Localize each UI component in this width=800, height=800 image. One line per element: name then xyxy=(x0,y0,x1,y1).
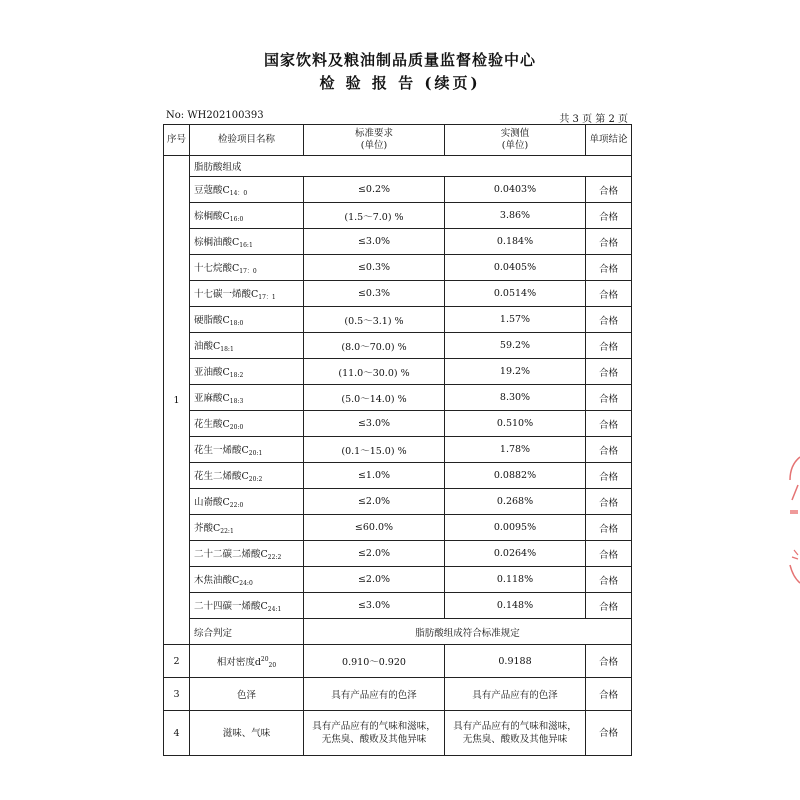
measured-cell: 1.78% xyxy=(445,437,586,463)
item-name-cell xyxy=(190,463,304,489)
item-subscript: 17：1 xyxy=(258,294,276,301)
conclusion-cell: 合格 xyxy=(586,333,632,359)
standard-line: 无焦臭、酸败及其他异味 xyxy=(321,734,427,745)
conclusion-cell: 合格 xyxy=(586,177,632,203)
table-row xyxy=(164,437,632,463)
conclusion-cell: 合格 xyxy=(586,229,632,255)
standard-cell xyxy=(304,711,445,756)
col-header-measured: 实测值 (单位) xyxy=(445,125,586,156)
measured-cell: 0.0882% xyxy=(445,463,586,489)
item-name: 芥酸 xyxy=(194,523,214,534)
col-header-conclusion: 单项结论 xyxy=(586,125,632,156)
standard-cell: ≤2.0% xyxy=(304,541,445,567)
item-subscript: 16:0 xyxy=(229,216,244,223)
table-row xyxy=(164,229,632,255)
item-name-cell xyxy=(190,177,304,203)
item-name-cell xyxy=(190,515,304,541)
seq-cell: 4 xyxy=(164,711,190,756)
conclusion-cell: 合格 xyxy=(586,515,632,541)
carbon-symbol: C xyxy=(222,315,230,326)
standard-cell: ≤0.2% xyxy=(304,177,445,203)
table-row xyxy=(164,156,632,177)
standard-cell: 0.910～0.920 xyxy=(304,645,445,678)
item-subscript: 24:0 xyxy=(239,580,253,587)
carbon-symbol: C xyxy=(251,289,259,300)
table-row xyxy=(164,619,632,645)
item-subscript: 20:1 xyxy=(248,450,263,457)
table-row xyxy=(164,333,632,359)
standard-cell: ≤3.0% xyxy=(304,229,445,255)
inspection-table xyxy=(163,124,632,756)
standard-cell: 具有产品应有的色泽 xyxy=(304,678,445,711)
item-name: 花生酸 xyxy=(194,419,223,430)
table-row xyxy=(164,593,632,619)
group-heading: 脂肪酸组成 xyxy=(190,156,632,177)
item-name: 十七碳一烯酸 xyxy=(194,289,252,300)
item-subscript: 20:0 xyxy=(229,424,244,431)
standard-cell: ≤3.0% xyxy=(304,411,445,437)
item-subscript: 20:2 xyxy=(248,476,263,483)
carbon-symbol: C xyxy=(222,185,230,196)
measured-line: 具有产品应有的气味和滋味， xyxy=(453,721,577,732)
carbon-symbol: C xyxy=(222,419,230,430)
carbon-symbol: C xyxy=(241,445,249,456)
report-title: 国家饮料及粮油制品质量监督检验中心 xyxy=(263,51,536,69)
conclusion-cell: 合格 xyxy=(586,463,632,489)
item-name: 棕榈油酸 xyxy=(194,237,233,248)
item-name-cell xyxy=(190,541,304,567)
item-name-cell xyxy=(190,333,304,359)
item-name-cell xyxy=(190,385,304,411)
table-row xyxy=(164,515,632,541)
standard-cell: ≤3.0% xyxy=(304,593,445,619)
item-name-cell xyxy=(190,255,304,281)
seq-cell: 1 xyxy=(164,156,190,645)
report-subtitle: 检 验 报 告 (续页) xyxy=(319,74,481,92)
carbon-symbol: C xyxy=(232,575,240,586)
carbon-symbol: C xyxy=(260,601,268,612)
measured-cell: 0.268% xyxy=(445,489,586,515)
item-name: 山嵛酸 xyxy=(194,497,223,508)
measured-line: 无焦臭、酸败及其他异味 xyxy=(462,734,568,745)
table-row xyxy=(164,489,632,515)
measured-cell: 具有产品应有的色泽 xyxy=(445,678,586,711)
conclusion-cell: 合格 xyxy=(586,203,632,229)
measured-cell: 0.0403% xyxy=(445,177,586,203)
carbon-symbol: C xyxy=(232,237,240,248)
carbon-symbol: C xyxy=(222,393,230,404)
conclusion-cell: 合格 xyxy=(586,645,632,678)
item-subscript: 22:2 xyxy=(267,554,282,561)
item-name: 相对密度d xyxy=(216,656,261,668)
table-row xyxy=(164,203,632,229)
item-subscript: 18:0 xyxy=(229,320,244,327)
table-row xyxy=(164,177,632,203)
standard-cell: (5.0～14.0) % xyxy=(304,385,445,411)
conclusion-cell: 合格 xyxy=(586,255,632,281)
item-subscript: 18:2 xyxy=(229,372,244,379)
table-body xyxy=(164,156,632,756)
item-name: 豆蔻酸 xyxy=(194,185,223,196)
standard-cell: (11.0～30.0) % xyxy=(304,359,445,385)
measured-cell: 0.0264% xyxy=(445,541,586,567)
summary-text: 脂肪酸组成符合标准规定 xyxy=(304,619,632,645)
standard-cell: (1.5～7.0) % xyxy=(304,203,445,229)
item-superscript: 20 xyxy=(260,655,269,663)
table-row xyxy=(164,255,632,281)
measured-cell: 19.2% xyxy=(445,359,586,385)
table-row xyxy=(164,645,632,678)
table-row xyxy=(164,567,632,593)
measured-cell: 0.0405% xyxy=(445,255,586,281)
item-name: 棕榈酸 xyxy=(194,211,223,222)
item-subscript: 16:1 xyxy=(239,242,253,249)
item-name-cell: 滋味、气味 xyxy=(190,711,304,756)
seq-cell: 2 xyxy=(164,645,190,678)
item-name-cell xyxy=(190,359,304,385)
measured-cell: 1.57% xyxy=(445,307,586,333)
item-name-cell xyxy=(190,567,304,593)
red-stamp-fragment xyxy=(784,455,800,585)
standard-cell: ≤2.0% xyxy=(304,489,445,515)
item-name-cell xyxy=(190,593,304,619)
carbon-symbol: C xyxy=(222,497,230,508)
table-row xyxy=(164,463,632,489)
carbon-symbol: C xyxy=(222,367,230,378)
item-subscript: 22:1 xyxy=(220,528,234,535)
item-subscript: 20 xyxy=(268,661,277,669)
standard-cell: (8.0～70.0) % xyxy=(304,333,445,359)
item-name-cell: 色泽 xyxy=(190,678,304,711)
carbon-symbol: C xyxy=(232,263,240,274)
measured-cell: 0.0514% xyxy=(445,281,586,307)
item-name: 二十四碳一烯酸 xyxy=(194,601,261,612)
item-name-cell xyxy=(190,437,304,463)
standard-cell: ≤2.0% xyxy=(304,567,445,593)
carbon-symbol: C xyxy=(260,549,268,560)
item-name: 花生一烯酸 xyxy=(194,445,242,456)
item-subscript: 17：0 xyxy=(239,268,257,275)
measured-cell: 0.148% xyxy=(445,593,586,619)
conclusion-cell: 合格 xyxy=(586,678,632,711)
page-info: 共 3 页 第 2 页 xyxy=(559,114,628,125)
measured-cell: 8.30% xyxy=(445,385,586,411)
col-header-seq: 序号 xyxy=(164,125,190,156)
item-subscript: 18:3 xyxy=(229,398,244,405)
item-name-cell xyxy=(190,645,304,678)
item-subscript: 22:0 xyxy=(229,502,244,509)
measured-cell: 0.118% xyxy=(445,567,586,593)
item-name: 十七烷酸 xyxy=(194,263,233,274)
table-row xyxy=(164,385,632,411)
conclusion-cell: 合格 xyxy=(586,593,632,619)
standard-cell: ≤0.3% xyxy=(304,281,445,307)
item-subscript: 24:1 xyxy=(267,606,282,613)
conclusion-cell: 合格 xyxy=(586,711,632,756)
item-subscript: 18:1 xyxy=(220,346,234,353)
table-row xyxy=(164,678,632,711)
table-row xyxy=(164,307,632,333)
measured-cell xyxy=(445,711,586,756)
seq-cell: 3 xyxy=(164,678,190,711)
item-name-cell xyxy=(190,229,304,255)
conclusion-cell: 合格 xyxy=(586,489,632,515)
standard-cell: (0.1～15.0) % xyxy=(304,437,445,463)
table-row xyxy=(164,541,632,567)
measured-cell: 0.0095% xyxy=(445,515,586,541)
col-header-standard: 标准要求 (单位) xyxy=(304,125,445,156)
measured-cell: 0.510% xyxy=(445,411,586,437)
table-row xyxy=(164,281,632,307)
standard-line: 具有产品应有的气味和滋味， xyxy=(312,721,436,732)
item-name-cell xyxy=(190,281,304,307)
item-name-cell xyxy=(190,307,304,333)
standard-cell: ≤0.3% xyxy=(304,255,445,281)
item-name: 硬脂酸 xyxy=(194,315,223,326)
carbon-symbol: C xyxy=(213,341,221,352)
table-row xyxy=(164,711,632,756)
conclusion-cell: 合格 xyxy=(586,567,632,593)
item-subscript: 14：0 xyxy=(229,190,248,197)
carbon-symbol: C xyxy=(241,471,249,482)
measured-cell: 59.2% xyxy=(445,333,586,359)
conclusion-cell: 合格 xyxy=(586,541,632,567)
conclusion-cell: 合格 xyxy=(586,281,632,307)
conclusion-cell: 合格 xyxy=(586,411,632,437)
conclusion-cell: 合格 xyxy=(586,359,632,385)
item-name: 木焦油酸 xyxy=(194,575,233,586)
item-name: 亚麻酸 xyxy=(194,393,223,404)
item-name: 二十二碳二烯酸 xyxy=(194,549,261,560)
table-row xyxy=(164,359,632,385)
standard-cell: (0.5～3.1) % xyxy=(304,307,445,333)
measured-cell: 0.184% xyxy=(445,229,586,255)
item-name: 油酸 xyxy=(194,341,214,352)
col-header-item: 检验项目名称 xyxy=(190,125,304,156)
conclusion-cell: 合格 xyxy=(586,437,632,463)
conclusion-cell: 合格 xyxy=(586,385,632,411)
item-name-cell xyxy=(190,411,304,437)
carbon-symbol: C xyxy=(222,211,230,222)
summary-label: 综合判定 xyxy=(190,619,304,645)
standard-cell: ≤1.0% xyxy=(304,463,445,489)
item-name: 花生二烯酸 xyxy=(194,471,242,482)
standard-cell: ≤60.0% xyxy=(304,515,445,541)
measured-cell: 3.86% xyxy=(445,203,586,229)
table-row xyxy=(164,411,632,437)
carbon-symbol: C xyxy=(213,523,221,534)
conclusion-cell: 合格 xyxy=(586,307,632,333)
report-number: No: WH202100393 xyxy=(166,110,264,121)
item-name-cell xyxy=(190,203,304,229)
item-name-cell xyxy=(190,489,304,515)
item-name: 亚油酸 xyxy=(194,367,223,378)
measured-cell: 0.9188 xyxy=(445,645,586,678)
